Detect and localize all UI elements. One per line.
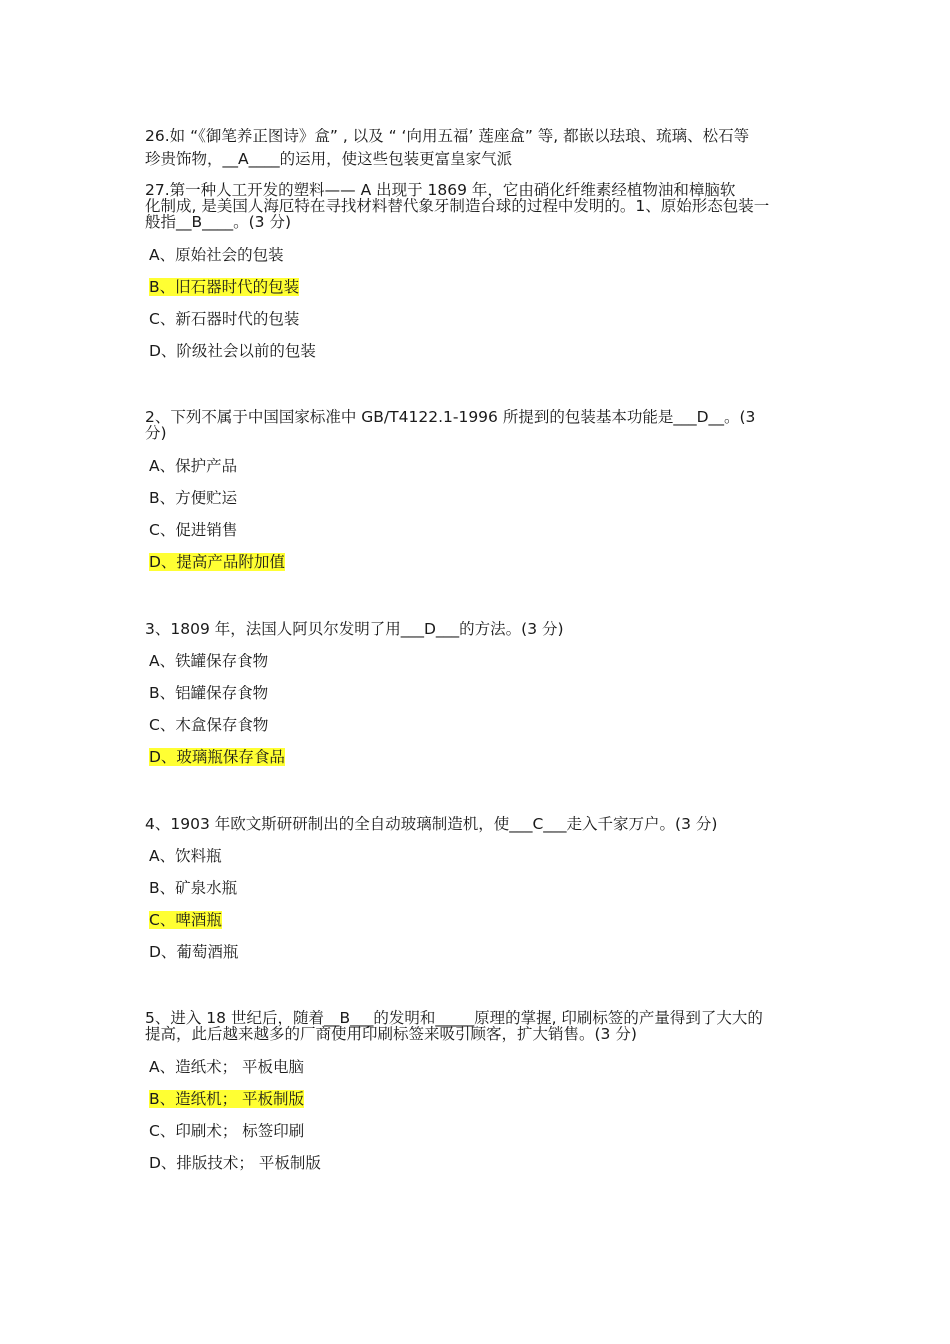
q1-option-a: A、原始社会的包装	[149, 246, 284, 264]
q4-option-b: B、矿泉水瓶	[149, 879, 238, 897]
q4-stem: 4、1903 年欧文斯研研制出的全自动玻璃制造机，使___C___走入千家万户。(3 分)	[145, 815, 718, 833]
answer-highlight: B、旧石器时代的包装	[149, 278, 300, 296]
q5-option-a: A、造纸术； 平板电脑	[149, 1058, 305, 1076]
q4-option-c	[149, 911, 222, 929]
q3-option-a: A、铁罐保存食物	[149, 652, 269, 670]
q2-stem-line-2: 分)	[145, 424, 167, 442]
q26-line-1: 26.如 “《御笔养正图诗》盒” , 以及 “ ‘向用五福’ 莲座盒” 等, 都嵌以珐琅、琉璃、松石等	[145, 127, 750, 145]
q3-stem: 3、1809 年，法国人阿贝尔发明了用___D___的方法。(3 分)	[145, 620, 564, 638]
q5-stem-line-2: 提高，此后越来越多的厂商使用印刷标签来吸引顾客，扩大销售。(3 分)	[145, 1025, 637, 1043]
q1-option-c: C、新石器时代的包装	[149, 310, 300, 328]
q27-line-1: 27.第一种人工开发的塑料—— A 出现于 1869 年，它由硝化纤维素经植物油和樟脑软	[145, 181, 736, 199]
q26-line-2: 珍贵饰物，__A____的运用，使这些包装更富皇家气派	[145, 150, 513, 168]
q5-option-b	[149, 1090, 304, 1108]
q27-line-2: 化制成, 是美国人海厄特在寻找材料替代象牙制造台球的过程中发明的。1、原始形态包装一	[145, 197, 770, 215]
q2-option-a: A、保护产品	[149, 457, 238, 475]
q1-option-b	[149, 278, 299, 296]
q5-option-c: C、印刷术； 标签印刷	[149, 1122, 305, 1140]
q5-option-d: D、排版技术； 平板制版	[149, 1154, 321, 1172]
answer-highlight: D、提高产品附加值	[149, 553, 285, 571]
q4-option-a: A、饮料瓶	[149, 847, 222, 865]
q4-option-d: D、葡萄酒瓶	[149, 943, 239, 961]
q3-option-d	[149, 748, 285, 766]
answer-highlight: D、玻璃瓶保存食品	[149, 748, 285, 766]
q3-option-c: C、木盒保存食物	[149, 716, 269, 734]
q1-option-d: D、阶级社会以前的包装	[149, 342, 316, 360]
q3-option-b: B、铝罐保存食物	[149, 684, 269, 702]
answer-highlight: B、造纸机； 平板制版	[149, 1090, 305, 1108]
q5-stem-line-1: 5、进入 18 世纪后，随着__B___的发明和_____原理的掌握, 印刷标签的产量得到了大大的	[145, 1009, 763, 1027]
q2-stem-line-1: 2、下列不属于中国国家标准中 GB/T4122.1-1996 所提到的包装基本功能是___D__。(3	[145, 408, 756, 426]
answer-highlight: C、啤酒瓶	[149, 911, 222, 929]
q2-option-b: B、方便贮运	[149, 489, 238, 507]
q2-option-c: C、促进销售	[149, 521, 238, 539]
q27-line-3: 般指__B____。(3 分)	[145, 213, 292, 231]
q2-option-d	[149, 553, 285, 571]
